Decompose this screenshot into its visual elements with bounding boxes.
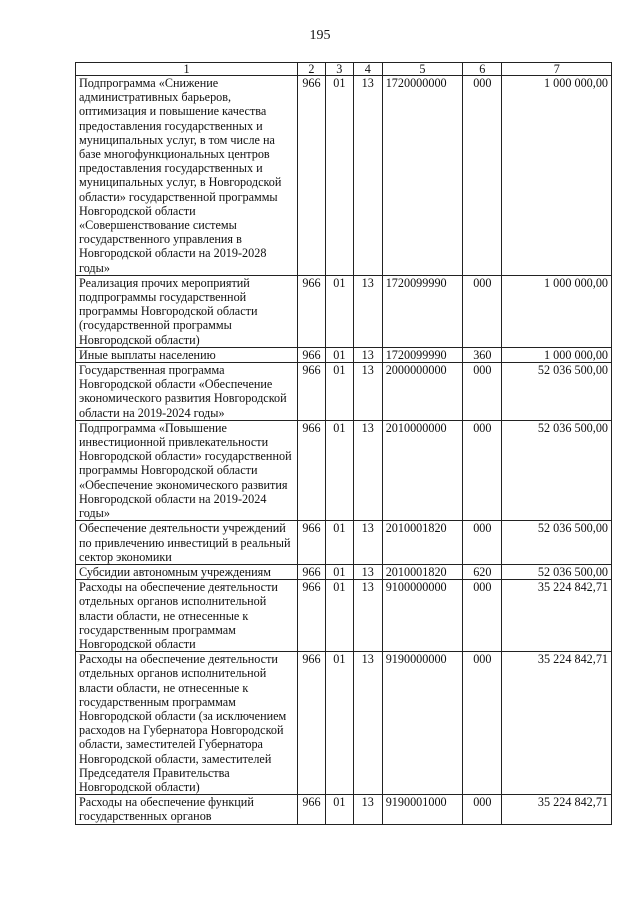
amount: 35 224 842,71 xyxy=(502,652,612,795)
budget-table xyxy=(75,62,612,825)
section-code: 01 xyxy=(325,420,353,520)
section-code: 01 xyxy=(325,652,353,795)
expense-name: Государственная программа Новгородской области «Обеспечение экономического развития Новгородской области на 2019-2024 годы» xyxy=(76,363,298,421)
expense-type-code: 000 xyxy=(463,521,502,565)
expense-type-code: 000 xyxy=(463,652,502,795)
column-number-row xyxy=(76,63,612,76)
table-row xyxy=(76,363,612,421)
page-number: 195 xyxy=(309,28,331,43)
amount: 52 036 500,00 xyxy=(502,521,612,565)
expense-type-code: 000 xyxy=(463,275,502,347)
expense-name: Расходы на обеспечение деятельности отдельных органов исполнительной власти области, не отнесенные к государственным программам Новгородской области (за исключением расходов на Губернатора Новгородской области, заместителей Губернатора Новгородской области, заместителей Председателя Правительства Новгородской области) xyxy=(76,652,298,795)
column-header: 6 xyxy=(463,63,502,76)
column-header: 7 xyxy=(502,63,612,76)
expense-name: Иные выплаты населению xyxy=(76,347,298,362)
ministry-code: 966 xyxy=(298,580,326,652)
ministry-code: 966 xyxy=(298,363,326,421)
expense-name: Расходы на обеспечение функций государственных органов xyxy=(76,795,298,824)
column-header: 4 xyxy=(353,63,382,76)
subsection-code: 13 xyxy=(353,76,382,276)
expense-name: Субсидии автономным учреждениям xyxy=(76,564,298,579)
table-row xyxy=(76,564,612,579)
expense-type-code: 360 xyxy=(463,347,502,362)
table-row xyxy=(76,580,612,652)
expense-name: Расходы на обеспечение деятельности отдельных органов исполнительной власти области, не отнесенные к государственным программам Новгородской области xyxy=(76,580,298,652)
ministry-code: 966 xyxy=(298,76,326,276)
subsection-code: 13 xyxy=(353,521,382,565)
amount: 1 000 000,00 xyxy=(502,275,612,347)
table-row xyxy=(76,521,612,565)
target-article-code: 2010001820 xyxy=(382,564,463,579)
table-row xyxy=(76,275,612,347)
expense-type-code: 000 xyxy=(463,76,502,276)
expense-type-code: 000 xyxy=(463,420,502,520)
table-row xyxy=(76,652,612,795)
section-code: 01 xyxy=(325,580,353,652)
section-code: 01 xyxy=(325,521,353,565)
target-article-code: 2000000000 xyxy=(382,363,463,421)
target-article-code: 2010000000 xyxy=(382,420,463,520)
target-article-code: 9190001000 xyxy=(382,795,463,824)
amount: 52 036 500,00 xyxy=(502,564,612,579)
table-row xyxy=(76,76,612,276)
section-code: 01 xyxy=(325,347,353,362)
subsection-code: 13 xyxy=(353,363,382,421)
column-header: 2 xyxy=(298,63,326,76)
table-row xyxy=(76,795,612,824)
target-article-code: 1720099990 xyxy=(382,275,463,347)
expense-type-code: 000 xyxy=(463,795,502,824)
amount: 35 224 842,71 xyxy=(502,795,612,824)
subsection-code: 13 xyxy=(353,347,382,362)
column-header: 1 xyxy=(76,63,298,76)
subsection-code: 13 xyxy=(353,420,382,520)
column-header: 3 xyxy=(325,63,353,76)
target-article-code: 9100000000 xyxy=(382,580,463,652)
ministry-code: 966 xyxy=(298,420,326,520)
subsection-code: 13 xyxy=(353,580,382,652)
subsection-code: 13 xyxy=(353,652,382,795)
expense-type-code: 620 xyxy=(463,564,502,579)
subsection-code: 13 xyxy=(353,795,382,824)
section-code: 01 xyxy=(325,363,353,421)
expense-name: Реализация прочих мероприятий подпрограммы государственной программы Новгородской области (государственной программы Новгородской области) xyxy=(76,275,298,347)
section-code: 01 xyxy=(325,564,353,579)
ministry-code: 966 xyxy=(298,347,326,362)
table-row xyxy=(76,347,612,362)
expense-type-code: 000 xyxy=(463,363,502,421)
amount: 35 224 842,71 xyxy=(502,580,612,652)
ministry-code: 966 xyxy=(298,564,326,579)
subsection-code: 13 xyxy=(353,564,382,579)
target-article-code: 2010001820 xyxy=(382,521,463,565)
expense-type-code: 000 xyxy=(463,580,502,652)
target-article-code: 1720000000 xyxy=(382,76,463,276)
ministry-code: 966 xyxy=(298,795,326,824)
amount: 52 036 500,00 xyxy=(502,363,612,421)
expense-name: Подпрограмма «Повышение инвестиционной привлекательности Новгородской области» государственной программы Новгородской области «Обеспечение экономического развития Новгородской области на 2019-2024 годы» xyxy=(76,420,298,520)
amount: 1 000 000,00 xyxy=(502,347,612,362)
ministry-code: 966 xyxy=(298,275,326,347)
amount: 1 000 000,00 xyxy=(502,76,612,276)
section-code: 01 xyxy=(325,275,353,347)
section-code: 01 xyxy=(325,76,353,276)
section-code: 01 xyxy=(325,795,353,824)
amount: 52 036 500,00 xyxy=(502,420,612,520)
target-article-code: 1720099990 xyxy=(382,347,463,362)
ministry-code: 966 xyxy=(298,521,326,565)
subsection-code: 13 xyxy=(353,275,382,347)
expense-name: Обеспечение деятельности учреждений по привлечению инвестиций в реальный сектор экономики xyxy=(76,521,298,565)
target-article-code: 9190000000 xyxy=(382,652,463,795)
table-row xyxy=(76,420,612,520)
expense-name: Подпрограмма «Снижение административных барьеров, оптимизация и повышение качества предоставления государственных и муниципальных услуг, в том числе на базе многофункциональных центров предоставления государственных и муниципальных услуг, в Новгородской области» государственной программы Новгородской области «Совершенствование системы государственного управления в Новгородской области на 2019-2028 годы» xyxy=(76,76,298,276)
ministry-code: 966 xyxy=(298,652,326,795)
column-header: 5 xyxy=(382,63,463,76)
